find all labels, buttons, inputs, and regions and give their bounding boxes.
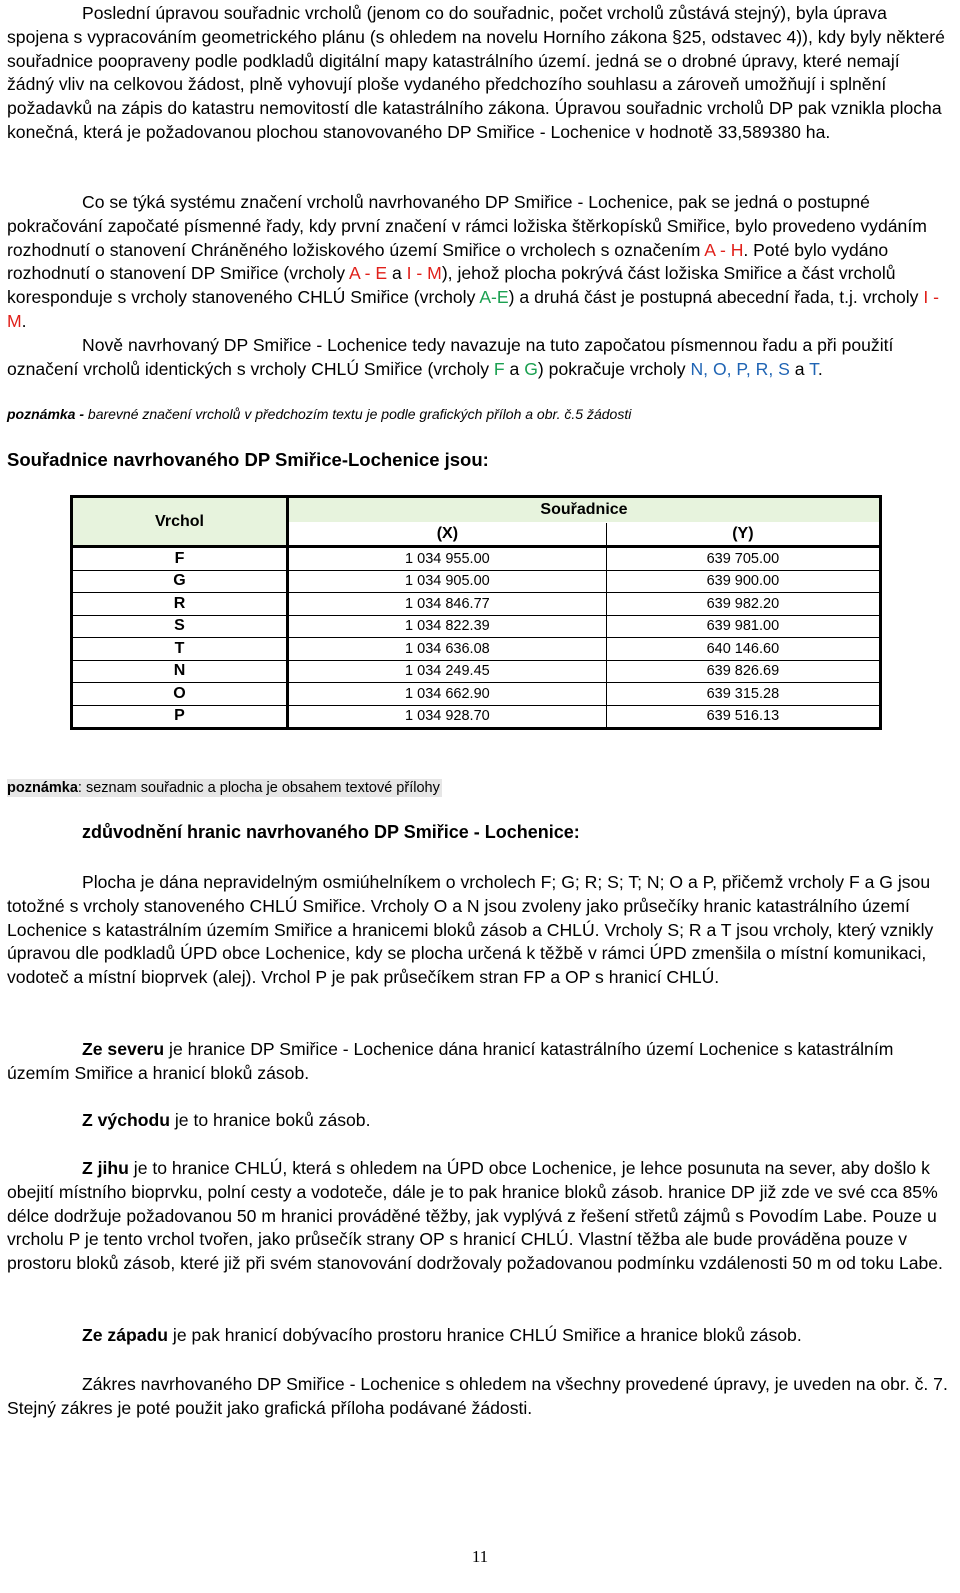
cell-y: 640 146.60: [606, 638, 880, 661]
intro-paragraph-2: [7, 191, 949, 334]
cell-vertex: F: [72, 547, 288, 571]
cell-x: 1 034 955.00: [288, 547, 607, 571]
table-row: [72, 547, 881, 571]
cell-vertex: R: [72, 593, 288, 616]
p2-text-c: a: [387, 263, 407, 284]
page-number: 11: [471, 1547, 489, 1566]
cell-vertex: S: [72, 615, 288, 638]
east-text: je to hranice boků zásob.: [169, 1110, 371, 1130]
color-note: [7, 405, 631, 423]
p2-text-e: ) a druhá část je postupná abecední řada, t.j. vrcholy: [508, 287, 924, 308]
south-label: Z jihu: [82, 1158, 129, 1178]
cell-y: 639 981.00: [606, 615, 880, 638]
east-label: Z východu: [82, 1110, 170, 1130]
vertex-t: T: [809, 358, 818, 379]
p2-text-b: . Poté bylo vydáno rozhodnutí o stanovení DP Smiřice (vrcholy: [7, 239, 889, 284]
table-row: [72, 638, 881, 661]
table-row: [72, 570, 881, 593]
cell-x: 1 034 905.00: [288, 570, 607, 593]
vertex-range-a-e-chlu: A-E: [479, 287, 509, 308]
vertex-range-a-e: A - E: [348, 263, 388, 284]
south-boundary-paragraph: [7, 1157, 949, 1276]
cell-vertex: N: [72, 660, 288, 683]
table-row: [72, 683, 881, 706]
final-paragraph: [7, 1373, 949, 1421]
cell-y: 639 900.00: [606, 570, 880, 593]
vertex-range-i-m: I - M: [406, 263, 442, 284]
vertex-range-i-m-2: I - M: [7, 287, 939, 331]
p3-text-a: Nově navrhovaný DP Smiřice - Lochenice tedy navazuje na tuto započatou písmennou řadu a při použití označení vrcholů identických s vrcholy CHLÚ Smiřice (vrcholy: [7, 335, 894, 379]
south-text: je to hranice CHLÚ, která s ohledem na ÚPD obce Lochenice, je lehce posunuta na sever, aby došlo k obejití místního bioprvku, polní cesty a vodoteče, dále je to pak hranice bloků zásob. hranice DP již zde ve své cca 85% délce dodržuje požadovanou 50 m hranici prováděné těžby, jak vyplývá z řešení střetů zájmů s Povodím Labe. Pouze u vrcholu P je tento vrchol tvořen, jako průsečík strany OP s hranicí CHLÚ. Vlastní těžba ale bude prováděna pouze v prostoru bloků zásob, které již při svém stanovování dodržovaly požadovanou podmínku vzdálenosti 50 m od toku Labe.: [7, 1158, 943, 1274]
table-row: [72, 615, 881, 638]
header-y: (Y): [606, 523, 880, 547]
west-text: je pak hranicí dobývacího prostoru hranice CHLÚ Smiřice a hranice bloků zásob.: [168, 1325, 802, 1345]
vertex-range-a-h: A - H: [704, 239, 744, 260]
cell-x: 1 034 662.90: [288, 683, 607, 706]
p2-text-d: ), jehož plocha pokrývá část ložiska Smiřice a část vrcholů koresponduje s vrcholy stanoveného CHLÚ Smiřice (vrcholy: [7, 263, 896, 308]
p3-text-e: .: [817, 358, 823, 379]
cell-y: 639 516.13: [606, 705, 880, 729]
attachment-note: [7, 779, 442, 797]
cell-x: 1 034 928.70: [288, 705, 607, 729]
cell-vertex: G: [72, 570, 288, 593]
color-note-label: poznámka -: [7, 406, 85, 422]
table-row: [72, 705, 881, 729]
attachment-note-label: poznámka: [7, 780, 78, 796]
header-vertex: Vrchol: [72, 497, 288, 547]
table-row: [72, 593, 881, 616]
cell-y: 639 982.20: [606, 593, 880, 616]
cell-x: 1 034 822.39: [288, 615, 607, 638]
header-coords: Souřadnice: [288, 497, 881, 523]
header-x: (X): [288, 523, 607, 547]
coordinates-table: [70, 495, 882, 730]
cell-x: 1 034 846.77: [288, 593, 607, 616]
justification-text: Plocha je dána nepravidelným osmiúhelníkem o vrcholech F; G; R; S; T; N; O a P, přičemž vrcholy F a G jsou totožné s vrcholy stanoveného CHLÚ Smiřice. Vrcholy O a N jsou zvoleny jako průsečíky hranic katastrálního území Lochenice s katastrálním územím Smiřice a hranicemi bloků zásob a CHLÚ. Vrcholy S; R a T jsou vrcholy, který vznikly úpravou dle podkladů ÚPD obce Lochenice, kdy se plocha určená k těžbě v rámci ÚPD zmenšila o místní komunikaci, vodoteč a místní bioprvek (alej). Vrchol P je pak průsečíkem stran FP a OP s hranicí CHLÚ.: [7, 872, 934, 988]
justification-heading: zdůvodnění hranic navrhovaného DP Smiřice - Lochenice:: [82, 822, 580, 842]
final-text: Zákres navrhovaného DP Smiřice - Lochenice s ohledem na všechny provedené úpravy, je uveden na obr. č. 7. Stejný zákres je poté použit jako grafická příloha podávané žádosti.: [7, 1374, 948, 1418]
north-label: Ze severu: [82, 1039, 165, 1059]
vertex-g: G: [524, 358, 538, 379]
table-row: [72, 660, 881, 683]
cell-x: 1 034 249.45: [288, 660, 607, 683]
p3-text-b: a: [504, 358, 525, 379]
north-boundary-paragraph: [7, 1038, 949, 1086]
attachment-note-text: : seznam souřadnic a plocha je obsahem textové přílohy: [77, 780, 440, 796]
p2-text-f: .: [21, 310, 27, 331]
p2-text-a: Co se týká systému značení vrcholů navrhovaného DP Smiřice - Lochenice, pak se jedná o postupné pokračování započaté písmenné řady, kdy první značení v rámci ložiska štěrkopísků Smiřice, bylo provedeno vydáním rozhodnutí o stanovení Chráněného ložiskového území Smiřice o vrcholech s označením: [7, 192, 927, 260]
cell-y: 639 705.00: [606, 547, 880, 571]
cell-vertex: O: [72, 683, 288, 706]
west-boundary-paragraph: [7, 1324, 949, 1348]
intro-paragraph-1-text: Poslední úpravou souřadnic vrcholů (jenom co do souřadnic, počet vrcholů zůstává stejný), byla úprava spojena s vypracováním geometrického plánu (s ohledem na novelu Horního zákona §25, odstavec 4)), kdy byly některé souřadnice poopraveny podle podkladů digitální mapy katastrálního území. jedná se o drobné úpravy, které nemají žádný vliv na celkovou žádost, plně vyhovují ploše vydaného předchozího souhlasu a zároveň umožňují i splnění požadavků na zápis do katastru nemovitostí dle katastrálního zákona. Úpravou souřadnic vrcholů DP pak vznikla plocha konečná, která je požadovanou plochou stanovovaného DP Smiřice - Lochenice v hodnotě 33,589380 ha.: [7, 3, 945, 142]
cell-y: 639 826.69: [606, 660, 880, 683]
cell-vertex: P: [72, 705, 288, 729]
justification-paragraph: [7, 871, 949, 990]
east-boundary-paragraph: [7, 1109, 949, 1133]
north-text: je hranice DP Smiřice - Lochenice dána hranicí katastrálního území Lochenice s katastrálním územím Smiřice a hranicí bloků zásob.: [7, 1039, 894, 1083]
p3-text-c: ) pokračuje vrcholy: [537, 358, 691, 379]
west-label: Ze západu: [82, 1325, 169, 1345]
cell-y: 639 315.28: [606, 683, 880, 706]
intro-paragraph-3: [7, 334, 949, 382]
coords-heading: Souřadnice navrhovaného DP Smiřice-Lochenice jsou:: [7, 449, 489, 470]
color-note-text: barevné značení vrcholů v předchozím textu je podle grafických příloh a obr. č.5 žádosti: [84, 406, 632, 422]
p3-text-d: a: [789, 358, 810, 379]
vertex-list-new: N, O, P, R, S: [690, 358, 790, 379]
intro-paragraph-1: [7, 2, 949, 145]
cell-x: 1 034 636.08: [288, 638, 607, 661]
cell-vertex: T: [72, 638, 288, 661]
table-header-row-1: [72, 497, 881, 523]
vertex-f: F: [493, 358, 505, 379]
